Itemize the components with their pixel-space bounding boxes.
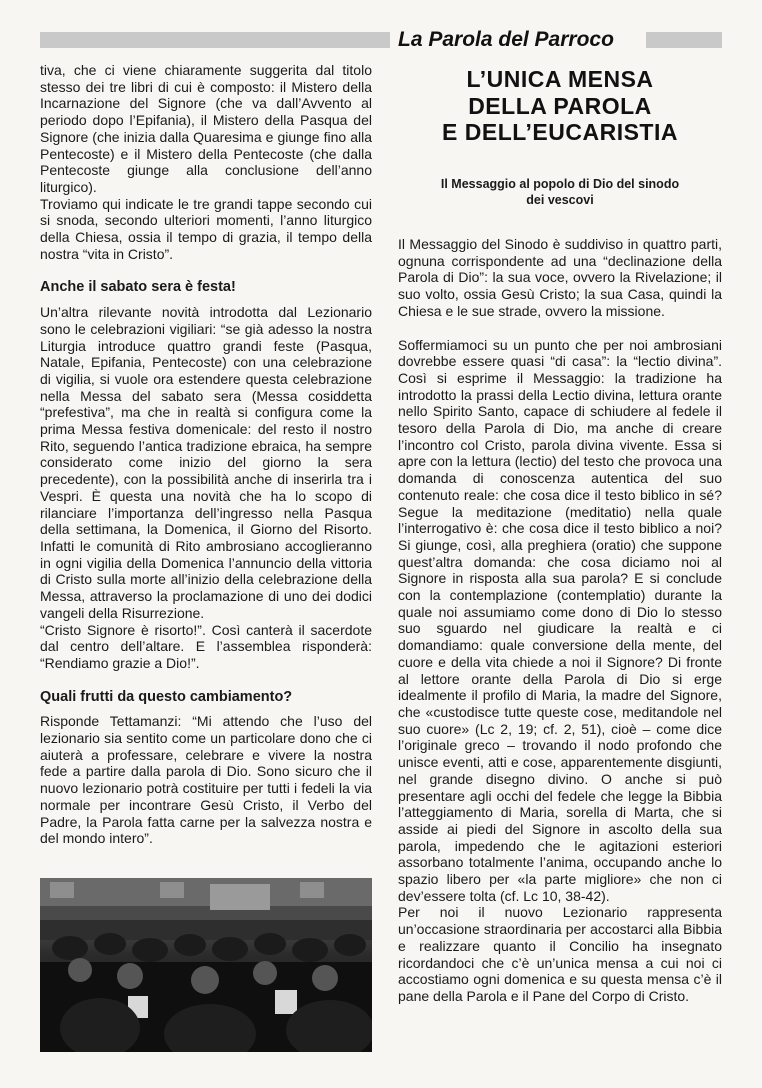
assembly-photo-drawing <box>40 878 372 1052</box>
header-bar-right <box>646 32 722 48</box>
right-paragraph-2: Soffermiamoci su un punto che per noi ambrosiani dovrebbe essere quasi “di casa”: la “lectio divina”. Così si esprime il Messaggio: la tradizione ha introdotto la prassi della Lectio divina, lettura orante nello Spirito Santo, capace di schiudere al fedele il tesoro della Parola di Dio, ma anche di creare l’incontro col Cristo, parola divina vivente. Essa si apre con la lettura (lectio) del testo che provoca una domanda di conoscenza autentica del suo contenuto reale: che cosa dice il testo biblico in sé? Segue la meditazione (meditatio) nella quale l’interrogativo è: che cosa dice il testo biblico a noi? Si giunge, così, alla preghiera (oratio) che suppone quest’altra domanda: che cosa diciamo noi al Signore in risposta alla sua parola? E si conclude con la contemplazione (contemplatio) durante la quale noi assumiamo come dono di Dio lo stesso suo sguardo nel giudicare la realtà e ci domandiamo: quale conversione della mente, del cuore e della vita chiede a noi il Signore? Di fronte al lettore orante della Parola di Dio si erge idealmente il profilo di Maria, la madre del Signore, che «custodisce tutte queste cose, meditandole nel suo cuore» (Lc 2, 19; cf. 2, 51), cioè – come dice l’originale greco – trovando il nodo profondo che unisce eventi, atti e cose, apparentemente disgiunti, nel grande disegno divino. O anche si può presentare agli occhi del fedele che legge la Bibbia l’atteggiamento di Maria, sorella di Marta, che si asside ai piedi del Signore in ascolto della sua parola, impedendo che le agitazioni esteriori assorbano totalmente l’anima, occupando anche lo spazio libero per «la parte migliore» che non ci dev’essere tolta (cf. Lc 10, 38-42). <box>398 336 722 904</box>
assembly-photo <box>40 878 372 1052</box>
left-paragraph-5: Risponde Tettamanzi: “Mi attendo che l’uso del lezionario sia sentito come un particolare dono che ci aiuterà a professare, celebrare e vivere la nostra fede a partire dalla parola di Dio. Sono sicuro che il nuovo lezionario potrà costituire per tutti i fedeli la via normale per incontrare Gesù Cristo, il Verbo del Padre, la Parola fatta carne per la salvezza nostra e del mondo intero”. <box>40 713 372 847</box>
article-title <box>398 66 722 146</box>
article-subtitle-line-2: dei vescovi <box>526 193 594 207</box>
article-title-line-2: DELLA PAROLA <box>468 92 652 119</box>
heading-sabato: Anche il sabato sera è festa! <box>40 279 236 296</box>
section-title: La Parola del Parroco <box>398 28 614 51</box>
article-title-line-3: E DELL’EUCARISTIA <box>442 119 678 145</box>
left-paragraph-2: Troviamo qui indicate le tre grandi tappe secondo cui si snoda, secondo ulteriori momenti, l’anno liturgico della Chiesa, ossia il tempo di grazia, il tempo della nostra “vita in Cristo”. <box>40 195 372 262</box>
right-paragraph-1: Il Messaggio del Sinodo è suddiviso in quattro parti, ognuna corrispondente ad una “declinazione della Parola di Dio”: la sua voce, ovvero la Rivelazione; il suo volto, ossia Gesù Cristo; la sua Casa, quindi la Chiesa e le sue strade, ovvero la missione. <box>398 236 722 319</box>
article-subtitle <box>398 176 722 208</box>
article-subtitle-line-1: Il Messaggio al popolo di Dio del sinodo <box>440 177 680 191</box>
article-title-line-1: L’UNICA MENSA <box>466 66 654 92</box>
heading-frutti: Quali frutti da questo cambiamento? <box>40 688 293 705</box>
left-paragraph-3: Un’altra rilevante novità introdotta dal Lezionario sono le celebrazioni vigiliari: “se già adesso la nostra Liturgia introduce quattro grandi feste (Pasqua, Natale, Epifania, Pentecoste) con una celebrazione di vigilia, si vuole ora estendere questa celebrazione nella Messa del sabato sera (Messa cosiddetta “prefestiva”, ma che in realtà si configura come la prima Messa festiva domenicale: del resto il nostro Rito, seguendo l’antica tradizione ebraica, ha sempre considerato come inizio del giorno la sera precedente), con la possibilità anche di inserirla tra i Vespri. È questa una novità che ha lo scopo di rilanciare l’importanza dell’ingresso nella Pasqua della settimana, la Domenica, il Giorno del Risorto. Infatti le comunità di Rito ambrosiano accoglieranno in ogni vigilia della Domenica l’annuncio della vittoria di Cristo sulla morte all’inizio della celebrazione della Messa, attraverso la proclamazione di uno dei dodici vangeli della Risurrezione. <box>40 304 372 621</box>
right-column <box>398 236 722 1005</box>
header-bar-left <box>40 32 390 48</box>
left-paragraph-4: “Cristo Signore è risorto!”. Così canterà il sacerdote dal centro dell’altare. E l’assemblea risponderà: “Rendiamo grazie a Dio!”. <box>40 621 372 671</box>
left-column <box>40 62 372 847</box>
right-paragraph-3: Per noi il nuovo Lezionario rappresenta un’occasione straordinaria per accostarci alla Bibbia e realizzare quanto il Concilio ha insegnato ricordandoci che c’è un’unica mensa a cui noi ci accostiamo ogni domenica e su questa mensa c’è il pane della Parola e il Pane del Corpo di Cristo. <box>398 904 722 1004</box>
left-paragraph-1: tiva, che ci viene chiaramente suggerita dal titolo stesso dei tre libri di cui è composto: il Mistero della Incarnazione del Signore (che va dall’Avvento al periodo dopo l’Epifania), il Mistero della Pasqua del Signore (che inizia dalla Quaresima e giunge fino alla Pentecoste) e il Mistero della Pentecoste (che dalla Pentecoste giunge alla conclusione dell’anno liturgico). <box>40 62 372 195</box>
